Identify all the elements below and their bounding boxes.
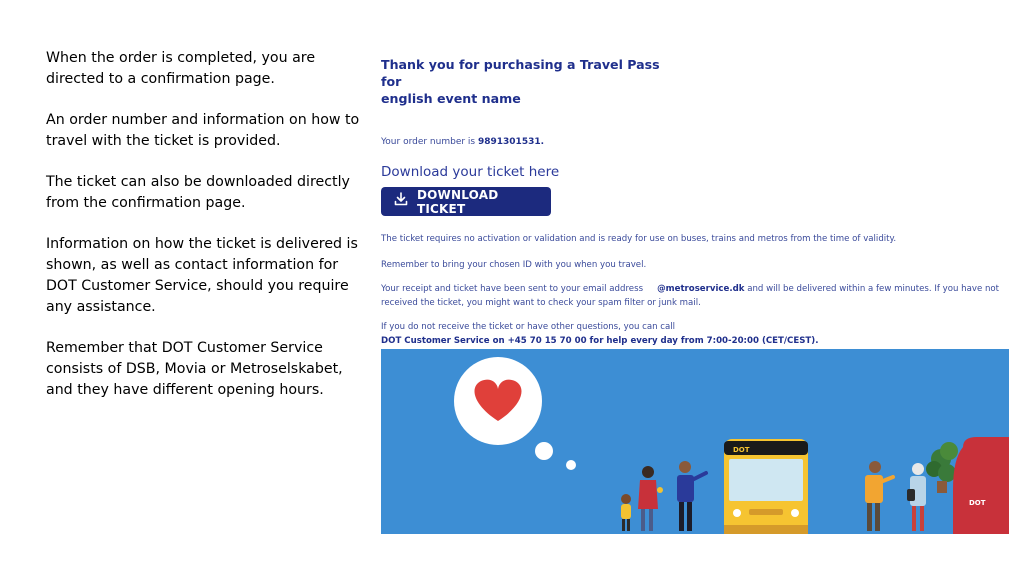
download-icon bbox=[393, 191, 409, 212]
child-figure bbox=[621, 494, 631, 531]
id-reminder: Remember to bring your chosen ID with you when you travel. bbox=[381, 259, 647, 270]
explanation-paragraph: Remember that DOT Customer Service consists of DSB, Movia or Metroselskabet, and they have different opening hours. bbox=[46, 340, 343, 398]
order-number-line bbox=[381, 137, 1011, 147]
train-label: DOT bbox=[969, 499, 986, 507]
download-ticket-button[interactable] bbox=[381, 187, 551, 216]
page-title-line: Thank you for purchasing a Travel Pass for bbox=[381, 57, 660, 89]
bus-illustration bbox=[724, 439, 808, 534]
woman-figure bbox=[638, 466, 663, 531]
illustration-scene bbox=[381, 349, 1009, 534]
download-heading: Download your ticket here bbox=[381, 164, 560, 180]
receipt-info bbox=[381, 283, 1011, 310]
contact-intro: If you do not receive the ticket or have other questions, you can call bbox=[381, 322, 676, 332]
customer-service-contact: DOT Customer Service on +45 70 15 70 00 for help every day from 7:00-20:00 (CET/CEST). bbox=[381, 335, 819, 346]
confirmation-page bbox=[381, 56, 1011, 348]
page-title bbox=[381, 56, 681, 107]
explanation-paragraph: An order number and information on how to travel with the ticket is provided. bbox=[46, 112, 360, 149]
travel-illustration bbox=[381, 349, 1009, 534]
thought-bubble bbox=[454, 357, 576, 470]
explanation-paragraph: The ticket can also be downloaded directly from the confirmation page. bbox=[46, 174, 350, 211]
receipt-suffix: and will be delivered within a few minutes. If you have not received the ticket, you might want to check your spam filter or junk mail. bbox=[381, 284, 1000, 308]
download-button-label: DOWNLOAD TICKET bbox=[417, 187, 499, 216]
train-illustration bbox=[953, 437, 1009, 534]
man-figure bbox=[865, 461, 893, 531]
receipt-prefix: Your receipt and ticket have been sent to your email address bbox=[381, 284, 644, 294]
activation-info: The ticket requires no activation or validation and is ready for use on buses, trains and metros from the time of validity. bbox=[381, 234, 897, 244]
bus-label: DOT bbox=[733, 446, 750, 454]
explanation-paragraph: When the order is completed, you are directed to a confirmation page. bbox=[46, 50, 316, 87]
order-number: 9891301531. bbox=[477, 137, 545, 147]
explanation-panel bbox=[46, 48, 364, 421]
email-address: @metroservice.dk bbox=[657, 284, 745, 294]
order-number-label: Your order number is bbox=[381, 137, 476, 147]
contact-info bbox=[381, 321, 1011, 348]
staff-figure bbox=[677, 461, 706, 531]
event-name: english event name bbox=[381, 91, 521, 106]
elderly-woman-figure bbox=[907, 463, 926, 531]
explanation-paragraph: Information on how the ticket is delivered is shown, as well as contact information for DOT Customer Service, should you require any assistance. bbox=[46, 236, 358, 315]
